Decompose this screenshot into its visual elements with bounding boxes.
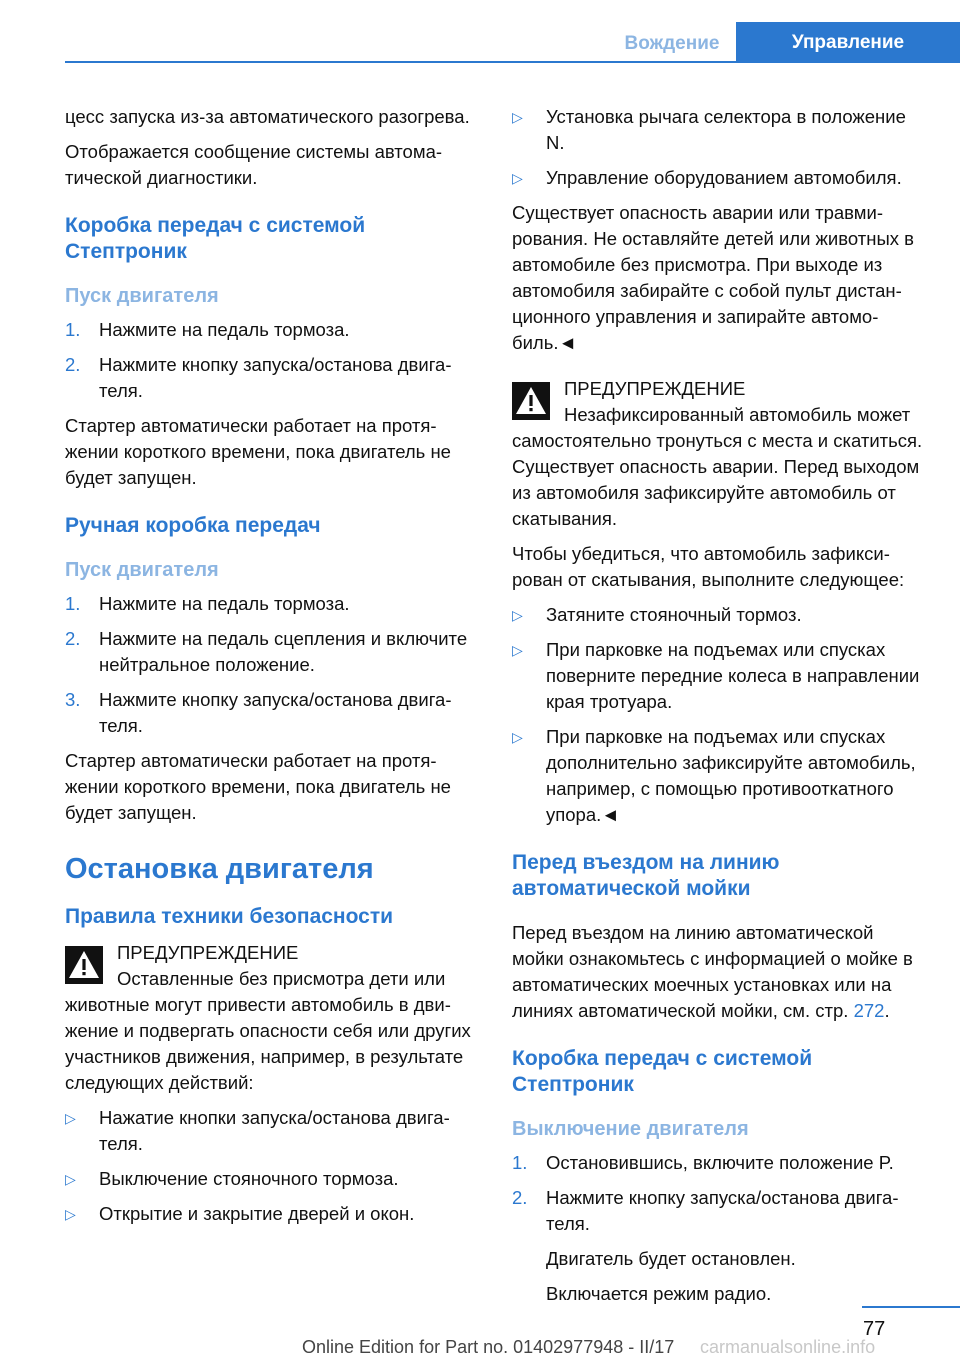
step-number: 3. [65, 689, 81, 710]
bullet-text: Управление оборудованием автомобиля. [546, 167, 902, 188]
left-column [65, 104, 477, 1236]
step-text: Нажмите кнопку запуска/останова двигателя. [99, 354, 452, 401]
list-item [512, 724, 924, 828]
bullet-triangle-icon: ▷ [65, 1110, 76, 1126]
page-number: 77 [863, 1318, 886, 1340]
list-item [65, 626, 477, 678]
list-item [65, 1105, 477, 1157]
bullet-text: При парковке на подъемах или спусках дополнительно зафиксируйте автомобиль, например, с помощью противооткатного упора.◄ [546, 726, 916, 825]
step-number: 2. [65, 354, 81, 375]
page-link[interactable]: 272 [853, 1000, 885, 1021]
step-text: Нажмите на педаль тормоза. [99, 319, 350, 340]
list-item [512, 165, 924, 191]
warning-block [65, 940, 477, 1096]
subsection-heading: Пуск двигателя [65, 559, 219, 581]
step-number: 1. [512, 1152, 528, 1173]
bullet-triangle-icon: ▷ [512, 642, 523, 658]
subsection-heading: Пуск двигателя [65, 285, 219, 307]
list-item [512, 1185, 924, 1237]
list-item [512, 104, 924, 156]
tab-driving[interactable]: Вождение [624, 33, 720, 54]
paragraph: Отображается сообщение системы автоматической диагностики. [65, 141, 443, 188]
list-item [65, 687, 477, 739]
list-item [65, 591, 477, 617]
warning-text: Незафиксированный автомобиль может самостоятельно тронуться с места и скатиться. Существует опасность аварии. Перед выходом из автомобиля зафиксируйте автомобиль от скатывания. [512, 404, 923, 529]
bullet-text: Затяните стояночный тормоз. [546, 604, 802, 625]
step-text: Нажмите на педаль тормоза. [99, 593, 350, 614]
section-heading: Правила техники безопасности [65, 905, 394, 928]
paragraph: Стартер автоматически работает на протяжении короткого времени, пока двигатель не будет запущен. [65, 750, 451, 823]
step-number: 2. [512, 1187, 528, 1208]
step-text: Нажмите кнопку запуска/останова двигателя. [546, 1187, 899, 1234]
bullet-triangle-icon: ▷ [512, 607, 523, 623]
paragraph: Чтобы убедиться, что автомобиль зафиксирован от скатывания, выполните следующее: [512, 543, 905, 590]
warning-triangle-icon [512, 382, 550, 420]
step-number: 1. [65, 593, 81, 614]
watermark: carmanualsonline.info [700, 1337, 876, 1357]
step-text: Нажмите на педаль сцепления и включите нейтральное положение. [99, 628, 468, 675]
edition-footer: Online Edition for Part no. 01402977948 - II/17 [302, 1337, 675, 1357]
paragraph: Существует опасность аварии или травмирования. Не оставляйте детей или животных в автомобиле без присмотра. При выходе из автомобиля забирайте с собой пульт дистанционного управления и запирайте автомобиль.◄ [512, 202, 914, 353]
paragraph [512, 920, 924, 1024]
bullet-text: Открытие и закрытие дверей и окон. [99, 1203, 415, 1224]
chapter-heading: Остановка двигателя [65, 853, 374, 885]
right-column [512, 104, 924, 1316]
step-number: 1. [65, 319, 81, 340]
step-result: Включается режим радио. [546, 1283, 772, 1304]
tab-controls[interactable]: Управление [736, 22, 960, 63]
list-item [65, 352, 477, 404]
carwash-text: Перед въездом на линию автоматической мойки ознакомьтесь с информацией о мойке в автоматических моечных установках или на линиях автоматической мойки, см. стр. [512, 922, 913, 1021]
step-number: 2. [65, 628, 81, 649]
bullet-triangle-icon: ▷ [65, 1171, 76, 1187]
warning-triangle-icon [65, 946, 103, 984]
warning-title: ПРЕДУПРЕЖДЕНИЕ [117, 942, 299, 963]
list-item [512, 1150, 924, 1176]
bullet-triangle-icon: ▷ [65, 1206, 76, 1222]
section-heading: Коробка передач с системой Стептроник [65, 214, 366, 263]
section-heading: Перед въездом на линию автоматической мойки [512, 851, 780, 900]
warning-title: ПРЕДУПРЕЖДЕНИЕ [564, 378, 746, 399]
bullet-text: Выключение стояночного тормоза. [99, 1168, 399, 1189]
list-item [65, 1166, 477, 1192]
warning-text: Оставленные без присмотра дети или животные могут привести автомобиль в движение и подвергать опасности себя или других участников движения, например, в результате следующих действий: [65, 968, 471, 1093]
bullet-text: При парковке на подъемах или спусках поверните передние колеса в направлении края тротуара. [546, 639, 920, 712]
section-heading: Ручная коробка передач [65, 514, 321, 537]
bullet-text: Установка рычага селектора в положение N. [546, 106, 906, 153]
bullet-text: Нажатие кнопки запуска/останова двигателя. [99, 1107, 450, 1154]
section-heading: Коробка передач с системой Стептроник [512, 1047, 813, 1096]
paragraph: Стартер автоматически работает на протяжении короткого времени, пока двигатель не будет запущен. [65, 415, 451, 488]
carwash-text-end: . [884, 1000, 890, 1021]
list-item [65, 317, 477, 343]
bullet-triangle-icon: ▷ [512, 729, 523, 745]
step-text: Нажмите кнопку запуска/останова двигателя. [99, 689, 452, 736]
list-item [65, 1201, 477, 1227]
step-result: Двигатель будет остановлен. [546, 1248, 796, 1269]
warning-block [512, 376, 924, 532]
bullet-triangle-icon: ▷ [512, 170, 523, 186]
subsection-heading: Выключение двигателя [512, 1118, 749, 1140]
list-item [512, 637, 924, 715]
page-number-rule [862, 1306, 960, 1308]
paragraph: цесс запуска из-за автоматического разогрева. [65, 106, 470, 127]
bullet-triangle-icon: ▷ [512, 109, 523, 125]
list-item [512, 602, 924, 628]
step-text: Остановившись, включите положение P. [546, 1152, 894, 1173]
